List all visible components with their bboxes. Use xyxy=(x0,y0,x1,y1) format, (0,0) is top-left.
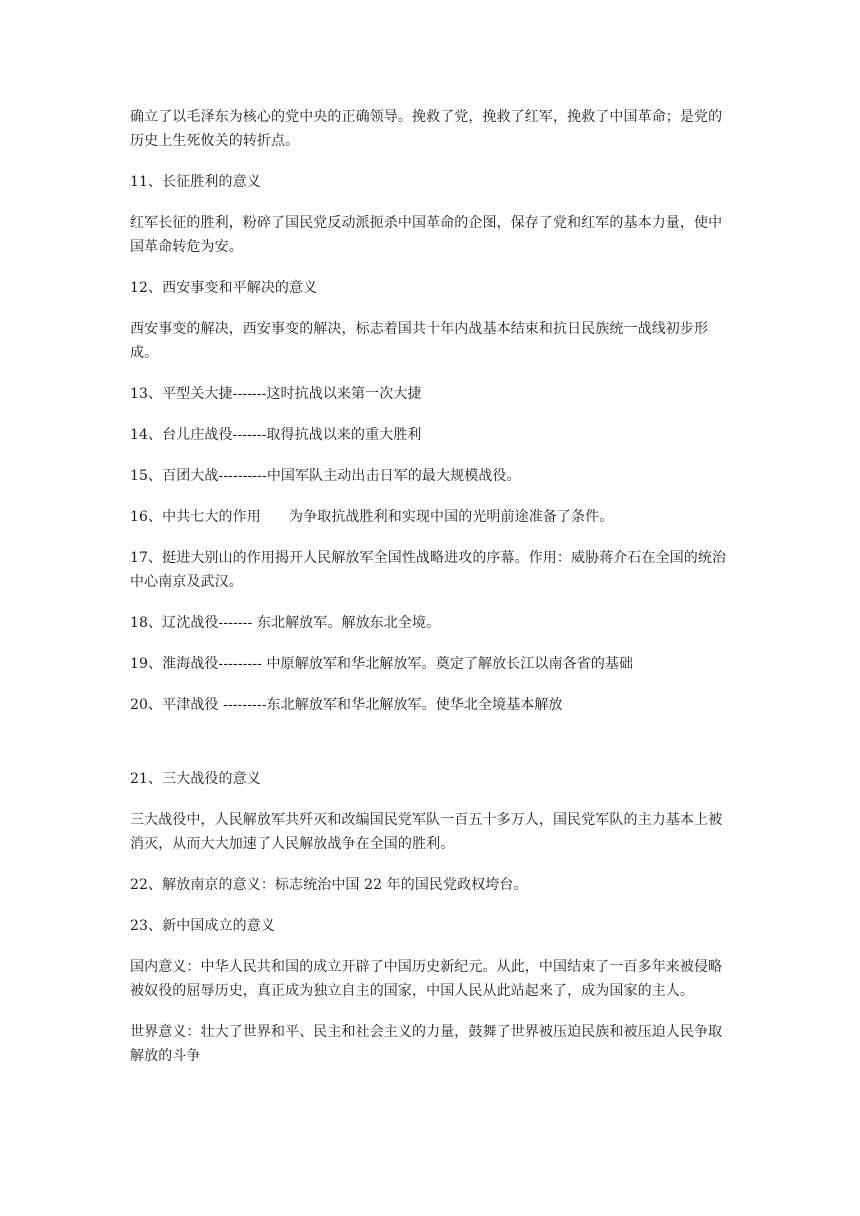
item-16-seventh-congress: 16、中共七大的作用 为争取抗战胜利和实现中国的光明前途准备了条件。 xyxy=(130,509,614,525)
item-14-taierzhuang: 14、台儿庄战役-------取得抗战以来的重大胜利 xyxy=(130,427,422,443)
paragraph-zunyi-continuation: 确立了以毛泽东为核心的党中央的正确领导。挽救了党，挽救了红军，挽救了中国革命；是党的历史上生死攸关的转折点。 xyxy=(130,109,723,149)
item-20-pingjin: 20、平津战役 ---------东北解放军和华北解放军。使华北全境基本解放 xyxy=(130,697,563,713)
item-13-pingxingguan: 13、平型关大捷-------这时抗战以来第一次大捷 xyxy=(130,386,422,402)
paragraph-xian-incident-significance: 西安事变的解决，西安事变的解决，标志着国共十年内战基本结束和抗日民族统一战线初步形成。 xyxy=(130,321,709,361)
paragraph-three-campaigns-significance: 三大战役中，人民解放军共歼灭和改编国民党军队一百五十多万人，国民党军队的主力基本上被消灭，从而大大加速了人民解放战争在全国的胜利。 xyxy=(130,812,723,852)
paragraph-world-significance: 世界意义：壮大了世界和平、民主和社会主义的力量，鼓舞了世界被压迫民族和被压迫人民争取解放的斗争 xyxy=(130,1024,723,1064)
blank-line xyxy=(130,734,735,767)
heading-11-long-march: 11、长征胜利的意义 xyxy=(130,174,261,190)
heading-23-new-china: 23、新中国成立的意义 xyxy=(130,918,275,934)
item-19-huaihai: 19、淮海战役--------- 中原解放军和华北解放军。奠定了解放长江以南各省的基础 xyxy=(130,656,634,672)
item-17-dabie-mountains: 17、挺进大别山的作用揭开人民解放军全国性战略进攻的序幕。作用：威胁蒋介石在全国的统治中心南京及武汉。 xyxy=(130,550,727,590)
document-page xyxy=(130,105,735,1085)
heading-12-xian-incident: 12、西安事变和平解决的意义 xyxy=(130,280,318,296)
heading-21-three-campaigns: 21、三大战役的意义 xyxy=(130,771,261,787)
paragraph-domestic-significance: 国内意义：中华人民共和国的成立开辟了中国历史新纪元。从此，中国结束了一百多年来被侵略被奴役的屈辱历史，真正成为独立自主的国家，中国人民从此站起来了，成为国家的主人。 xyxy=(130,959,723,999)
item-15-hundred-regiments: 15、百团大战----------中国军队主动出击日军的最大规模战役。 xyxy=(130,468,521,484)
paragraph-long-march-significance: 红军长征的胜利，粉碎了国民党反动派扼杀中国革命的企图，保存了党和红军的基本力量，使中国革命转危为安。 xyxy=(130,215,723,255)
item-18-liaoshen: 18、辽沈战役------- 东北解放军。解放东北全境。 xyxy=(130,615,441,631)
item-22-nanjing-liberation: 22、解放南京的意义：标志统治中国 22 年的国民党政权垮台。 xyxy=(130,877,528,893)
